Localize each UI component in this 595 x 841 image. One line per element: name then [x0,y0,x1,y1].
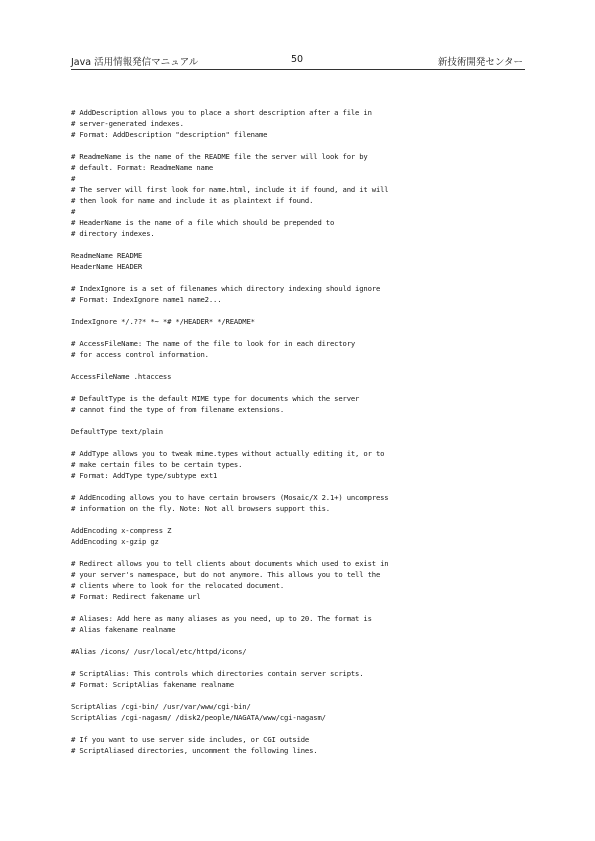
code-line: # default. Format: ReadmeName name [71,163,214,172]
code-line: # Format: ScriptAlias fakename realname [71,680,234,689]
code-line: # Aliases: Add here as many aliases as you need, up to 20. The format is [71,614,372,623]
code-line: # directory indexes. [71,229,155,238]
code-line: # [71,207,76,216]
code-line: # ScriptAlias: This controls which directories contain server scripts. [71,669,364,678]
code-line: # then look for name and include it as plaintext if found. [71,196,314,205]
blank-line [71,635,531,646]
code-line: ReadmeName README [71,251,143,260]
blank-line [71,140,531,151]
blank-line [71,305,531,316]
blank-line [71,514,531,525]
page-header [71,54,523,68]
blank-line [71,239,531,250]
blank-line [71,272,531,283]
code-line: # DefaultType is the default MIME type for documents which the server [71,394,360,403]
code-line: # Redirect allows you to tell clients about documents which used to exist in [71,559,389,568]
code-line: # information on the fly. Note: Not all browsers support this. [71,504,330,513]
header-title: Java 活用情報発信マニュアル [71,57,199,68]
code-line: # Alias fakename realname [71,625,176,634]
code-line: # cannot find the type of from filename extensions. [71,405,285,414]
code-line: # ScriptAliased directories, uncomment the following lines. [71,746,318,755]
code-line: # make certain files to be certain types. [71,460,243,469]
code-line: # HeaderName is the name of a file which should be prepended to [71,218,335,227]
blank-line [71,382,531,393]
code-line: AccessFileName .htaccess [71,372,172,381]
code-line: # Format: Redirect fakename url [71,592,201,601]
code-line: # Format: AddType type/subtype ext1 [71,471,218,480]
code-line: # server-generated indexes. [71,119,184,128]
code-line: IndexIgnore */.??* *~ *# */HEADER* */README* [71,317,255,326]
blank-line [71,437,531,448]
blank-line [71,547,531,558]
code-line: # AddType allows you to tweak mime.types without actually editing it, or to [71,449,385,458]
code-line: ScriptAlias /cgi-bin/ /usr/var/www/cgi-bin/ [71,702,251,711]
code-line: AddEncoding x-gzip gz [71,537,159,546]
code-line: #Alias /icons/ /usr/local/etc/httpd/icons/ [71,647,247,656]
blank-line [71,723,531,734]
header-rule [71,69,525,70]
blank-line [71,327,531,338]
code-line: # If you want to use server side includes, or CGI outside [71,735,310,744]
code-line: # AddEncoding allows you to have certain browsers (Mosaic/X 2.1+) uncompress [71,493,389,502]
code-line: DefaultType text/plain [71,427,163,436]
code-line: ScriptAlias /cgi-nagasm/ /disk2/people/NAGATA/www/cgi-nagasm/ [71,713,326,722]
code-line: # ReadmeName is the name of the README file the server will look for by [71,152,368,161]
code-line: # your server's namespace, but do not anymore. This allows you to tell the [71,570,381,579]
page-number: 50 [291,54,304,65]
blank-line [71,481,531,492]
code-line: AddEncoding x-compress Z [71,526,172,535]
code-line: # AddDescription allows you to place a short description after a file in [71,108,372,117]
blank-line [71,415,531,426]
code-line: # Format: AddDescription "description" filename [71,130,268,139]
code-line: # clients where to look for the relocated document. [71,581,285,590]
code-line: # IndexIgnore is a set of filenames which directory indexing should ignore [71,284,381,293]
code-line: # AccessFileName: The name of the file to look for in each directory [71,339,356,348]
blank-line [71,602,531,613]
code-line: HeaderName HEADER [71,262,143,271]
blank-line [71,690,531,701]
code-line: # for access control information. [71,350,209,359]
blank-line [71,657,531,668]
config-listing [71,107,531,756]
code-line: # Format: IndexIgnore name1 name2... [71,295,222,304]
header-organization: 新技術開発センター [437,57,523,68]
code-line: # The server will first look for name.html, include it if found, and it will [71,185,389,194]
blank-line [71,360,531,371]
code-line: # [71,174,76,183]
